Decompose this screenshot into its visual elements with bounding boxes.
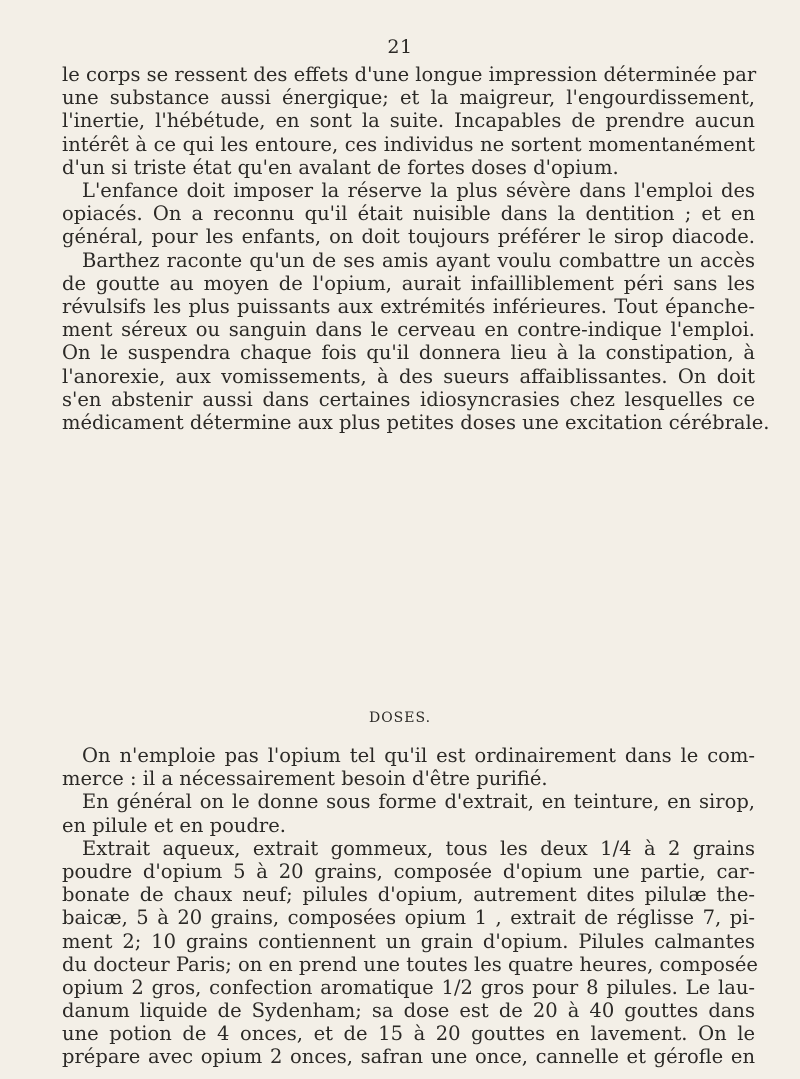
text-line: On n'emploie pas l'opium tel qu'il est ordinairement dans le com-: [82, 744, 755, 767]
paragraph-doses: [62, 744, 758, 1069]
text-line: On le suspendra chaque fois qu'il donnera lieu à la constipation, à: [62, 341, 755, 365]
text-line: révulsifs les plus puissants aux extrémités inférieures. Tout épanche-: [62, 294, 755, 318]
text-line: en pilule et en poudre.: [62, 813, 286, 837]
text-line: danum liquide de Sydenham; sa dose est de 20 à 40 gouttes dans: [62, 999, 755, 1023]
text-line: s'en abstenir aussi dans certaines idiosyncrasies chez lesquelles ce: [62, 387, 755, 411]
text-line: L'enfance doit imposer la réserve la plus sévère dans l'emploi des: [82, 179, 755, 202]
paragraph-contraindications: [62, 179, 770, 434]
text-line: opium 2 gros, confection aromatique 1/2 gros pour 8 pilules. Le lau-: [62, 975, 755, 999]
text-line: de goutte au moyen de l'opium, aurait infailliblement péri sans les: [62, 271, 755, 295]
text-line: Extrait aqueux, extrait gommeux, tous les deux 1/4 à 2 grains: [82, 836, 755, 860]
page-number: 21: [387, 36, 413, 58]
text-line: opiacés. On a reconnu qu'il était nuisible dans la dentition ; et en: [62, 202, 755, 226]
paragraph-opium-effects: [62, 63, 755, 179]
text-line: l'anorexie, aux vomissements, à des sueurs affaiblissantes. On doit: [62, 364, 755, 388]
text-line: général, pour les enfants, on doit toujours préférer le sirop diacode.: [62, 225, 755, 249]
text-line: intérêt à ce qui les entoure, ces individus ne sortent momentanément: [62, 132, 755, 156]
text-line: merce : il a nécessairement besoin d'être purifié.: [62, 767, 548, 791]
text-line: d'un si triste état qu'en avalant de fortes doses d'opium.: [62, 155, 619, 179]
text-line: médicament détermine aux plus petites doses une excitation cérébrale.: [62, 410, 770, 434]
text-line: Barthez raconte qu'un de ses amis ayant voulu combattre un accès: [82, 248, 755, 272]
text-line: une potion de 4 onces, et de 15 à 20 gouttes en lavement. On le: [62, 1022, 755, 1046]
section-heading: DOSES.: [368, 710, 432, 726]
text-line: ment 2; 10 grains contiennent un grain d'opium. Pilules calmantes: [62, 929, 755, 953]
text-line: prépare avec opium 2 onces, safran une once, cannelle et gérofle en: [62, 1045, 755, 1069]
text-line: une substance aussi énergique; et la maigreur, l'engourdissement,: [62, 86, 755, 110]
text-line: du docteur Paris; on en prend une toutes les quatre heures, composée: [62, 952, 758, 976]
text-line: l'inertie, l'hébétude, en sont la suite. Incapables de prendre aucun: [62, 109, 755, 133]
text-line: ment séreux ou sanguin dans le cerveau en contre-indique l'emploi.: [62, 318, 755, 342]
text-line: le corps se ressent des effets d'une longue impression déterminée par: [62, 63, 757, 86]
text-line: bonate de chaux neuf; pilules d'opium, autrement dites pilulæ the-: [62, 883, 755, 907]
text-line: poudre d'opium 5 à 20 grains, composée d'opium une partie, car-: [62, 859, 755, 883]
text-line: baicæ, 5 à 20 grains, composées opium 1 , extrait de réglisse 7, pi-: [62, 906, 755, 930]
text-line: En général on le donne sous forme d'extrait, en teinture, en sirop,: [82, 790, 755, 814]
